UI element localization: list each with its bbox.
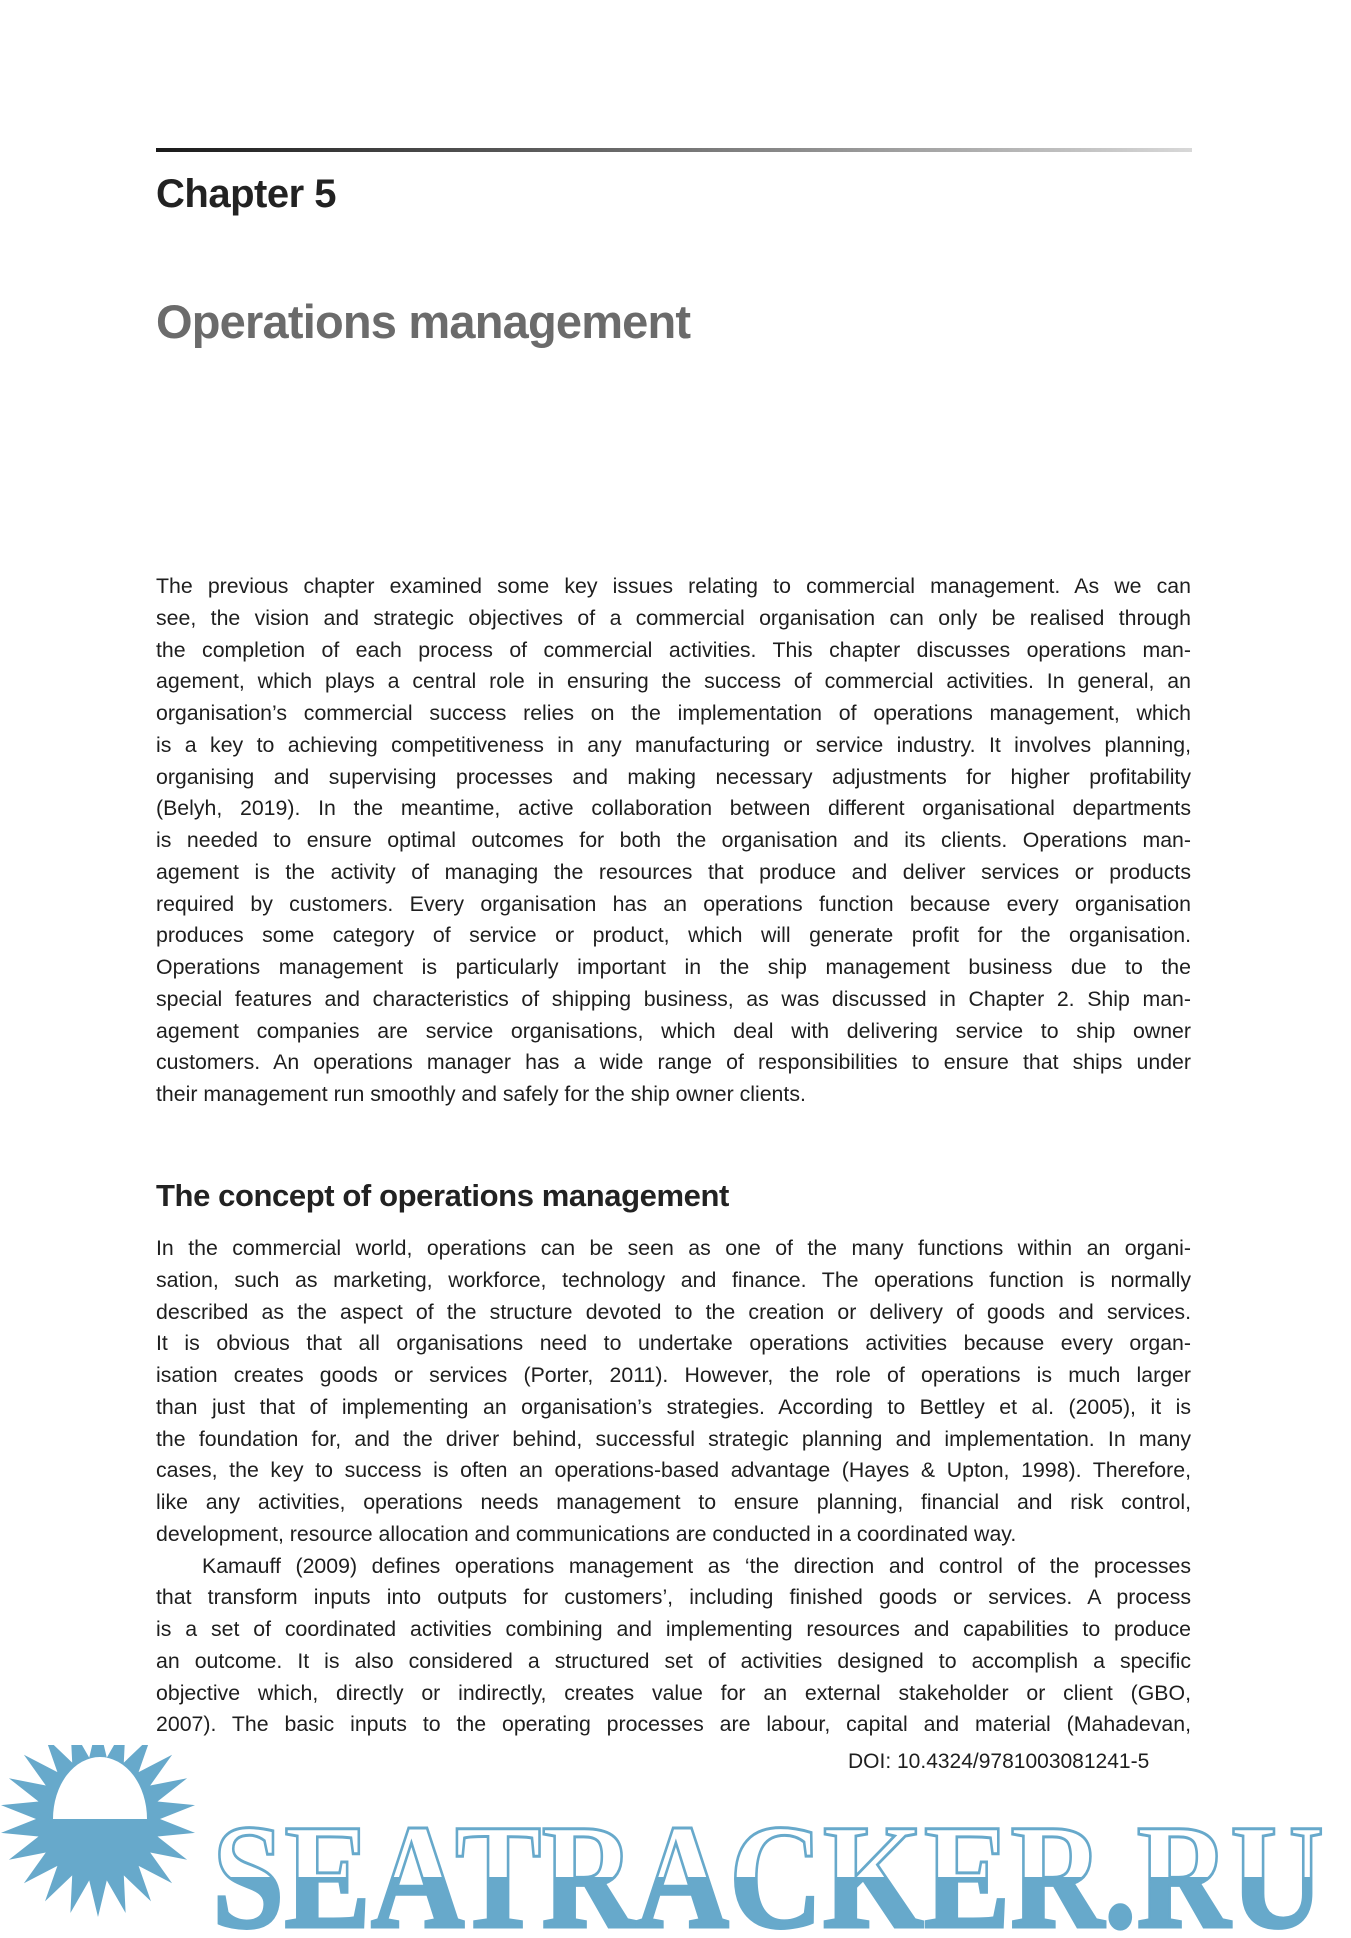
section-heading: The concept of operations management [156,1178,729,1213]
text-line: agement companies are service organisations, which deal with delivering service to ship owner [156,1018,1191,1043]
watermark-text: SEATRACKER.RU [212,1794,1324,1938]
chapter-label: Chapter 5 [156,172,336,216]
text-line: organisation’s commercial success relies on the implementation of operations management, which [156,701,1191,725]
text-line: In the commercial world, operations can be seen as one of the many functions within an organi- [156,1236,1191,1260]
doi-text: DOI: 10.4324/9781003081241-5 [848,1750,1150,1773]
text-line: produces some category of service or product, which will generate profit for the organisation. [156,923,1191,948]
text-line: 2007). The basic inputs to the operating processes are labour, capital and material (Mahadevan, [156,1712,1191,1737]
sun-logo-icon [1,1745,195,1917]
text-line: sation, such as marketing, workforce, technology and finance. The operations function is normally [156,1267,1191,1292]
section-paragraph-1 [156,1233,1191,1551]
intro-paragraph [156,571,1191,1111]
section-paragraph-2 [156,1551,1191,1742]
text-line: is a key to achieving competitiveness in any manufacturing or service industry. It involves planning, [156,732,1191,757]
chapter-rule [156,148,1192,152]
text-line: Operations management is particularly important in the ship management business due to the [156,955,1191,979]
text-line: required by customers. Every organisation has an operations function because every organisation [156,891,1191,916]
text-line: It is obvious that all organisations need to undertake operations activities because every organ- [156,1331,1191,1356]
text-line: their management run smoothly and safely for the ship owner clients. [156,1082,806,1106]
text-line: agement is the activity of managing the resources that produce and deliver services or products [156,859,1191,884]
text-line: is needed to ensure optimal outcomes for both the organisation and its clients. Operations man- [156,828,1191,852]
text-line: organising and supervising processes and making necessary adjustments for higher profitability [156,764,1191,789]
text-line: development, resource allocation and communications are conducted in a coordinated way. [156,1521,1017,1546]
text-line: is a set of coordinated activities combining and implementing resources and capabilities to produce [156,1617,1191,1641]
text-line: that transform inputs into outputs for customers’, including finished goods or services. A process [156,1585,1191,1610]
text-line: an outcome. It is also considered a structured set of activities designed to accomplish a specific [156,1648,1191,1673]
text-line: objective which, directly or indirectly, creates value for an external stakeholder or client (GBO, [156,1680,1191,1705]
text-line: customers. An operations manager has a wide range of responsibilities to ensure that ships under [156,1050,1191,1075]
text-line: described as the aspect of the structure devoted to the creation or delivery of goods and services. [156,1299,1191,1324]
text-line: agement, which plays a central role in ensuring the success of commercial activities. In general, an [156,669,1191,694]
text-line: like any activities, operations needs management to ensure planning, financial and risk control, [156,1490,1191,1514]
text-line: the foundation for, and the driver behind, successful strategic planning and implementation. In many [156,1426,1191,1451]
text-line: cases, the key to success is often an operations-based advantage (Hayes & Upton, 1998). Therefore, [156,1458,1191,1483]
text-line: see, the vision and strategic objectives of a commercial organisation can only be realised through [156,605,1191,630]
text-line: isation creates goods or services (Porter, 2011). However, the role of operations is much larger [156,1363,1191,1387]
text-line: than just that of implementing an organisation’s strategies. According to Bettley et al. (2005), it is [156,1394,1191,1419]
chapter-title: Operations management [156,295,691,348]
text-line: special features and characteristics of shipping business, as was discussed in Chapter 2. Ship man- [156,986,1191,1011]
text-line: Kamauff (2009) defines operations management as ‘the direction and control of the processes [202,1553,1191,1578]
text-line: (Belyh, 2019). In the meantime, active collaboration between different organisational departments [156,796,1191,821]
text-line: the completion of each process of commercial activities. This chapter discusses operations man- [156,637,1191,662]
text-line: The previous chapter examined some key issues relating to commercial management. As we can [156,574,1191,598]
